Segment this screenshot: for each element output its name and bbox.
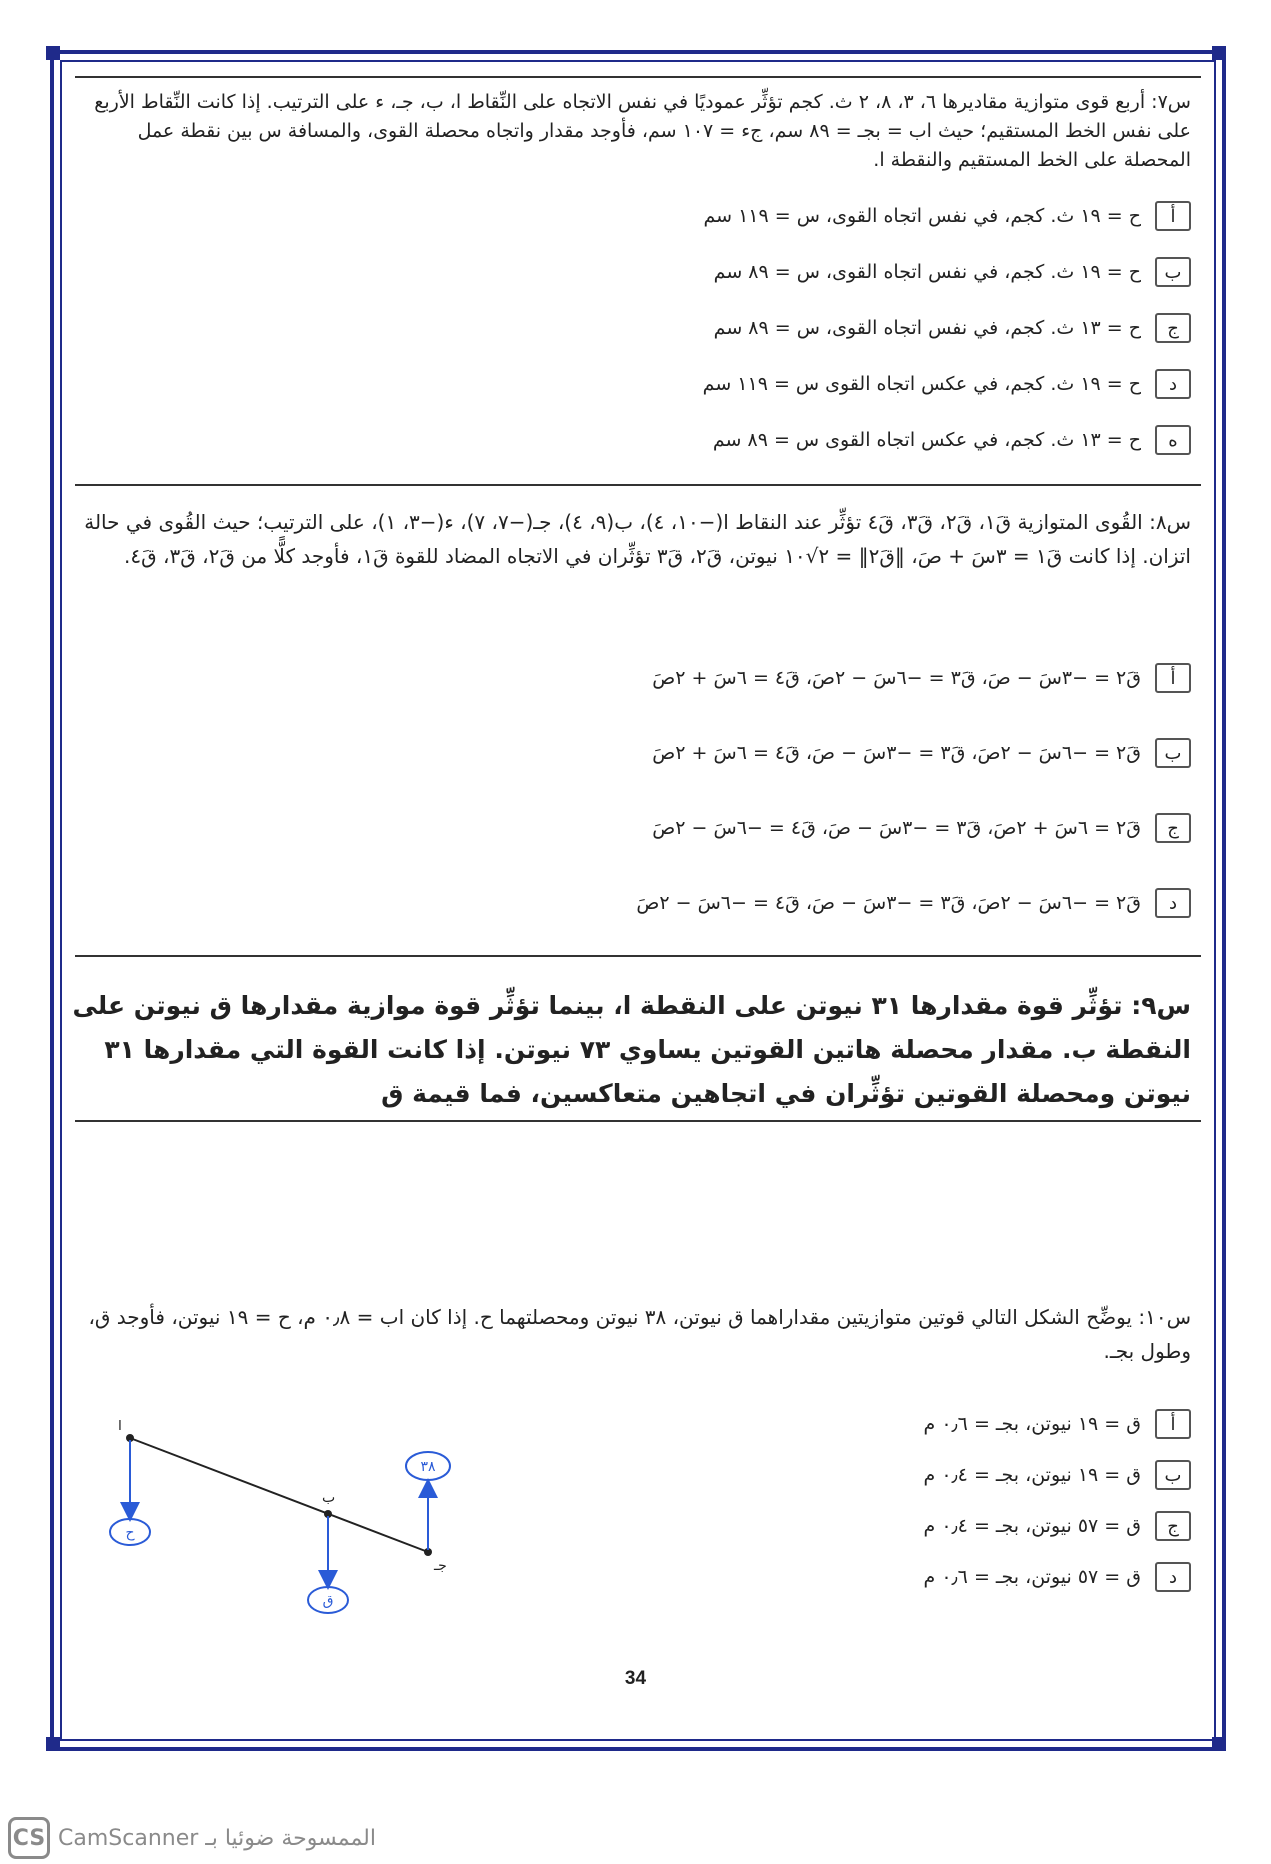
q8-option-c[interactable] [652, 811, 1191, 845]
q7-option-a[interactable] [703, 199, 1191, 233]
question-7-text: س٧: أربع قوى متوازية مقاديرها ٦، ٣، ٨، ٢ ث. كجم تؤثِّر عموديًا في نفس الاتجاه على النِّقاط ا، ب، جـ، ء على الترتيب. إذا كانت النِّقاط الأربع على نفس الخط المستقيم؛ حيث اب = بجـ = ٨٩ سم، جء = ١٠٧ سم، فأوجد مقدار واتجاه محصلة القوى، والمسافة س بين نقطة عمل المحصلة على الخط المستقيم والنقطة ا. [94, 91, 1191, 171]
option-label: د [1155, 888, 1191, 918]
option-label: ج [1155, 313, 1191, 343]
page-number: 34 [624, 1668, 647, 1689]
label-point-c: جـ [434, 1558, 447, 1574]
q8-option-a[interactable] [652, 661, 1191, 695]
option-text: قَ٢ = ٦سَ + ٢صَ، قَ٣ = −٣سَ − صَ، قَ٤ = −٦سَ − ٢صَ [652, 817, 1141, 839]
border-corner [1212, 1737, 1226, 1751]
divider [75, 76, 1201, 78]
divider [75, 1120, 1201, 1122]
option-label: ب [1155, 1460, 1191, 1490]
option-text: قَ٢ = −٦سَ − ٢صَ، قَ٣ = −٣سَ − صَ، قَ٤ = ٦سَ + ٢صَ [652, 742, 1141, 764]
camscanner-logo-icon: CS [8, 1817, 50, 1859]
option-label: ه [1155, 425, 1191, 455]
option-text: ق = ١٩ نيوتن، بجـ = ٠٫٤ م [923, 1464, 1141, 1486]
option-text: قَ٢ = −٦سَ − ٢صَ، قَ٣ = −٣سَ − صَ، قَ٤ = −٦سَ − ٢صَ [636, 892, 1141, 914]
q7-option-b[interactable] [714, 255, 1191, 289]
label-point-a: ا [118, 1420, 122, 1434]
label-force-r: ح [125, 1525, 135, 1541]
label-force-q: ق [322, 1593, 334, 1609]
border-corner [1212, 46, 1226, 60]
option-text: قَ٢ = −٣سَ − صَ، قَ٣ = −٦سَ − ٢صَ، قَ٤ = ٦سَ + ٢صَ [652, 667, 1141, 689]
option-label: د [1155, 1562, 1191, 1592]
option-text: ح = ١٣ ث. كجم، في نفس اتجاه القوى، س = ٨٩ سم [713, 317, 1141, 339]
camscanner-watermark [8, 1818, 376, 1858]
option-label: ب [1155, 738, 1191, 768]
option-label: أ [1155, 663, 1191, 693]
q7-option-e[interactable] [713, 423, 1191, 457]
question-8-text: س٨: القُوى المتوازية قَ١، قَ٢، قَ٣، قَ٤ تؤثِّر عند النقاط ا(−١٠، ٤)، ب(٩، ٤)، جـ(−٧، ٧)، ء(−٣، ١)، على الترتيب؛ حيث القُوى في حالة اتزان. إذا كانت قَ١ = ٣سَ + صَ، ‖قَ٢‖ = ٢√١٠ نيوتن، قَ٢، قَ٣ تؤثِّران في الاتجاه المضاد للقوة قَ١، فأوجد كلًّا من قَ٢، قَ٣، قَ٤. [84, 510, 1191, 568]
label-force-38: ٣٨ [420, 1459, 436, 1475]
q7-option-c[interactable] [714, 311, 1191, 345]
border-corner [46, 1737, 60, 1751]
option-text: ح = ١٩ ث. كجم، في عكس اتجاه القوى س = ١١٩ سم [702, 373, 1141, 395]
option-text: ح = ١٣ ث. كجم، في عكس اتجاه القوى س = ٨٩ سم [712, 429, 1141, 451]
divider [75, 484, 1201, 486]
border-corner [46, 46, 60, 60]
option-label: د [1155, 369, 1191, 399]
option-text: ق = ١٩ نيوتن، بجـ = ٠٫٦ م [923, 1413, 1141, 1435]
q7-option-d[interactable] [703, 367, 1191, 401]
label-point-b: ب [322, 1490, 336, 1506]
option-label: ج [1155, 1511, 1191, 1541]
q8-option-d[interactable] [636, 886, 1191, 920]
q10-option-c[interactable] [924, 1509, 1192, 1543]
q10-option-b[interactable] [924, 1458, 1192, 1492]
parallel-forces-diagram [100, 1420, 520, 1620]
q10-option-a[interactable] [924, 1407, 1192, 1441]
divider [75, 955, 1201, 957]
option-label: ب [1155, 257, 1191, 287]
option-text: ق = ٥٧ نيوتن، بجـ = ٠٫٦ م [923, 1566, 1141, 1588]
option-label: أ [1155, 1409, 1191, 1439]
option-text: ح = ١٩ ث. كجم، في نفس اتجاه القوى، س = ١١٩ سم [703, 205, 1141, 227]
option-label: أ [1155, 201, 1191, 231]
q10-option-d[interactable] [924, 1560, 1192, 1594]
option-text: ق = ٥٧ نيوتن، بجـ = ٠٫٤ م [923, 1515, 1141, 1537]
q8-option-b[interactable] [652, 736, 1191, 770]
rod-line [130, 1438, 428, 1552]
question-10-text: س١٠: يوضِّح الشكل التالي قوتين متوازيتين مقداراهما ق نيوتن، ٣٨ نيوتن ومحصلتهما ح. إذا كان اب = ٠٫٨ م، ح = ١٩ نيوتن، فأوجد ق، وطول بجـ. [88, 1305, 1191, 1363]
option-label: ج [1155, 813, 1191, 843]
option-text: ح = ١٩ ث. كجم، في نفس اتجاه القوى، س = ٨٩ سم [713, 261, 1141, 283]
question-9-text: س٩: تؤثِّر قوة مقدارها ٣١ نيوتن على النقطة ا، بينما تؤثِّر قوة موازية مقدارها ق نيوتن على النقطة ب. مقدار محصلة هاتين القوتين يساوي ٧٣ نيوتن. إذا كانت القوة التي مقدارها ٣١ نيوتن ومحصلة القوتين تؤثِّران في اتجاهين متعاكسين، فما قيمة ق [72, 991, 1191, 1108]
watermark-text: CamScanner الممسوحة ضوئيا بـ [58, 1825, 376, 1851]
